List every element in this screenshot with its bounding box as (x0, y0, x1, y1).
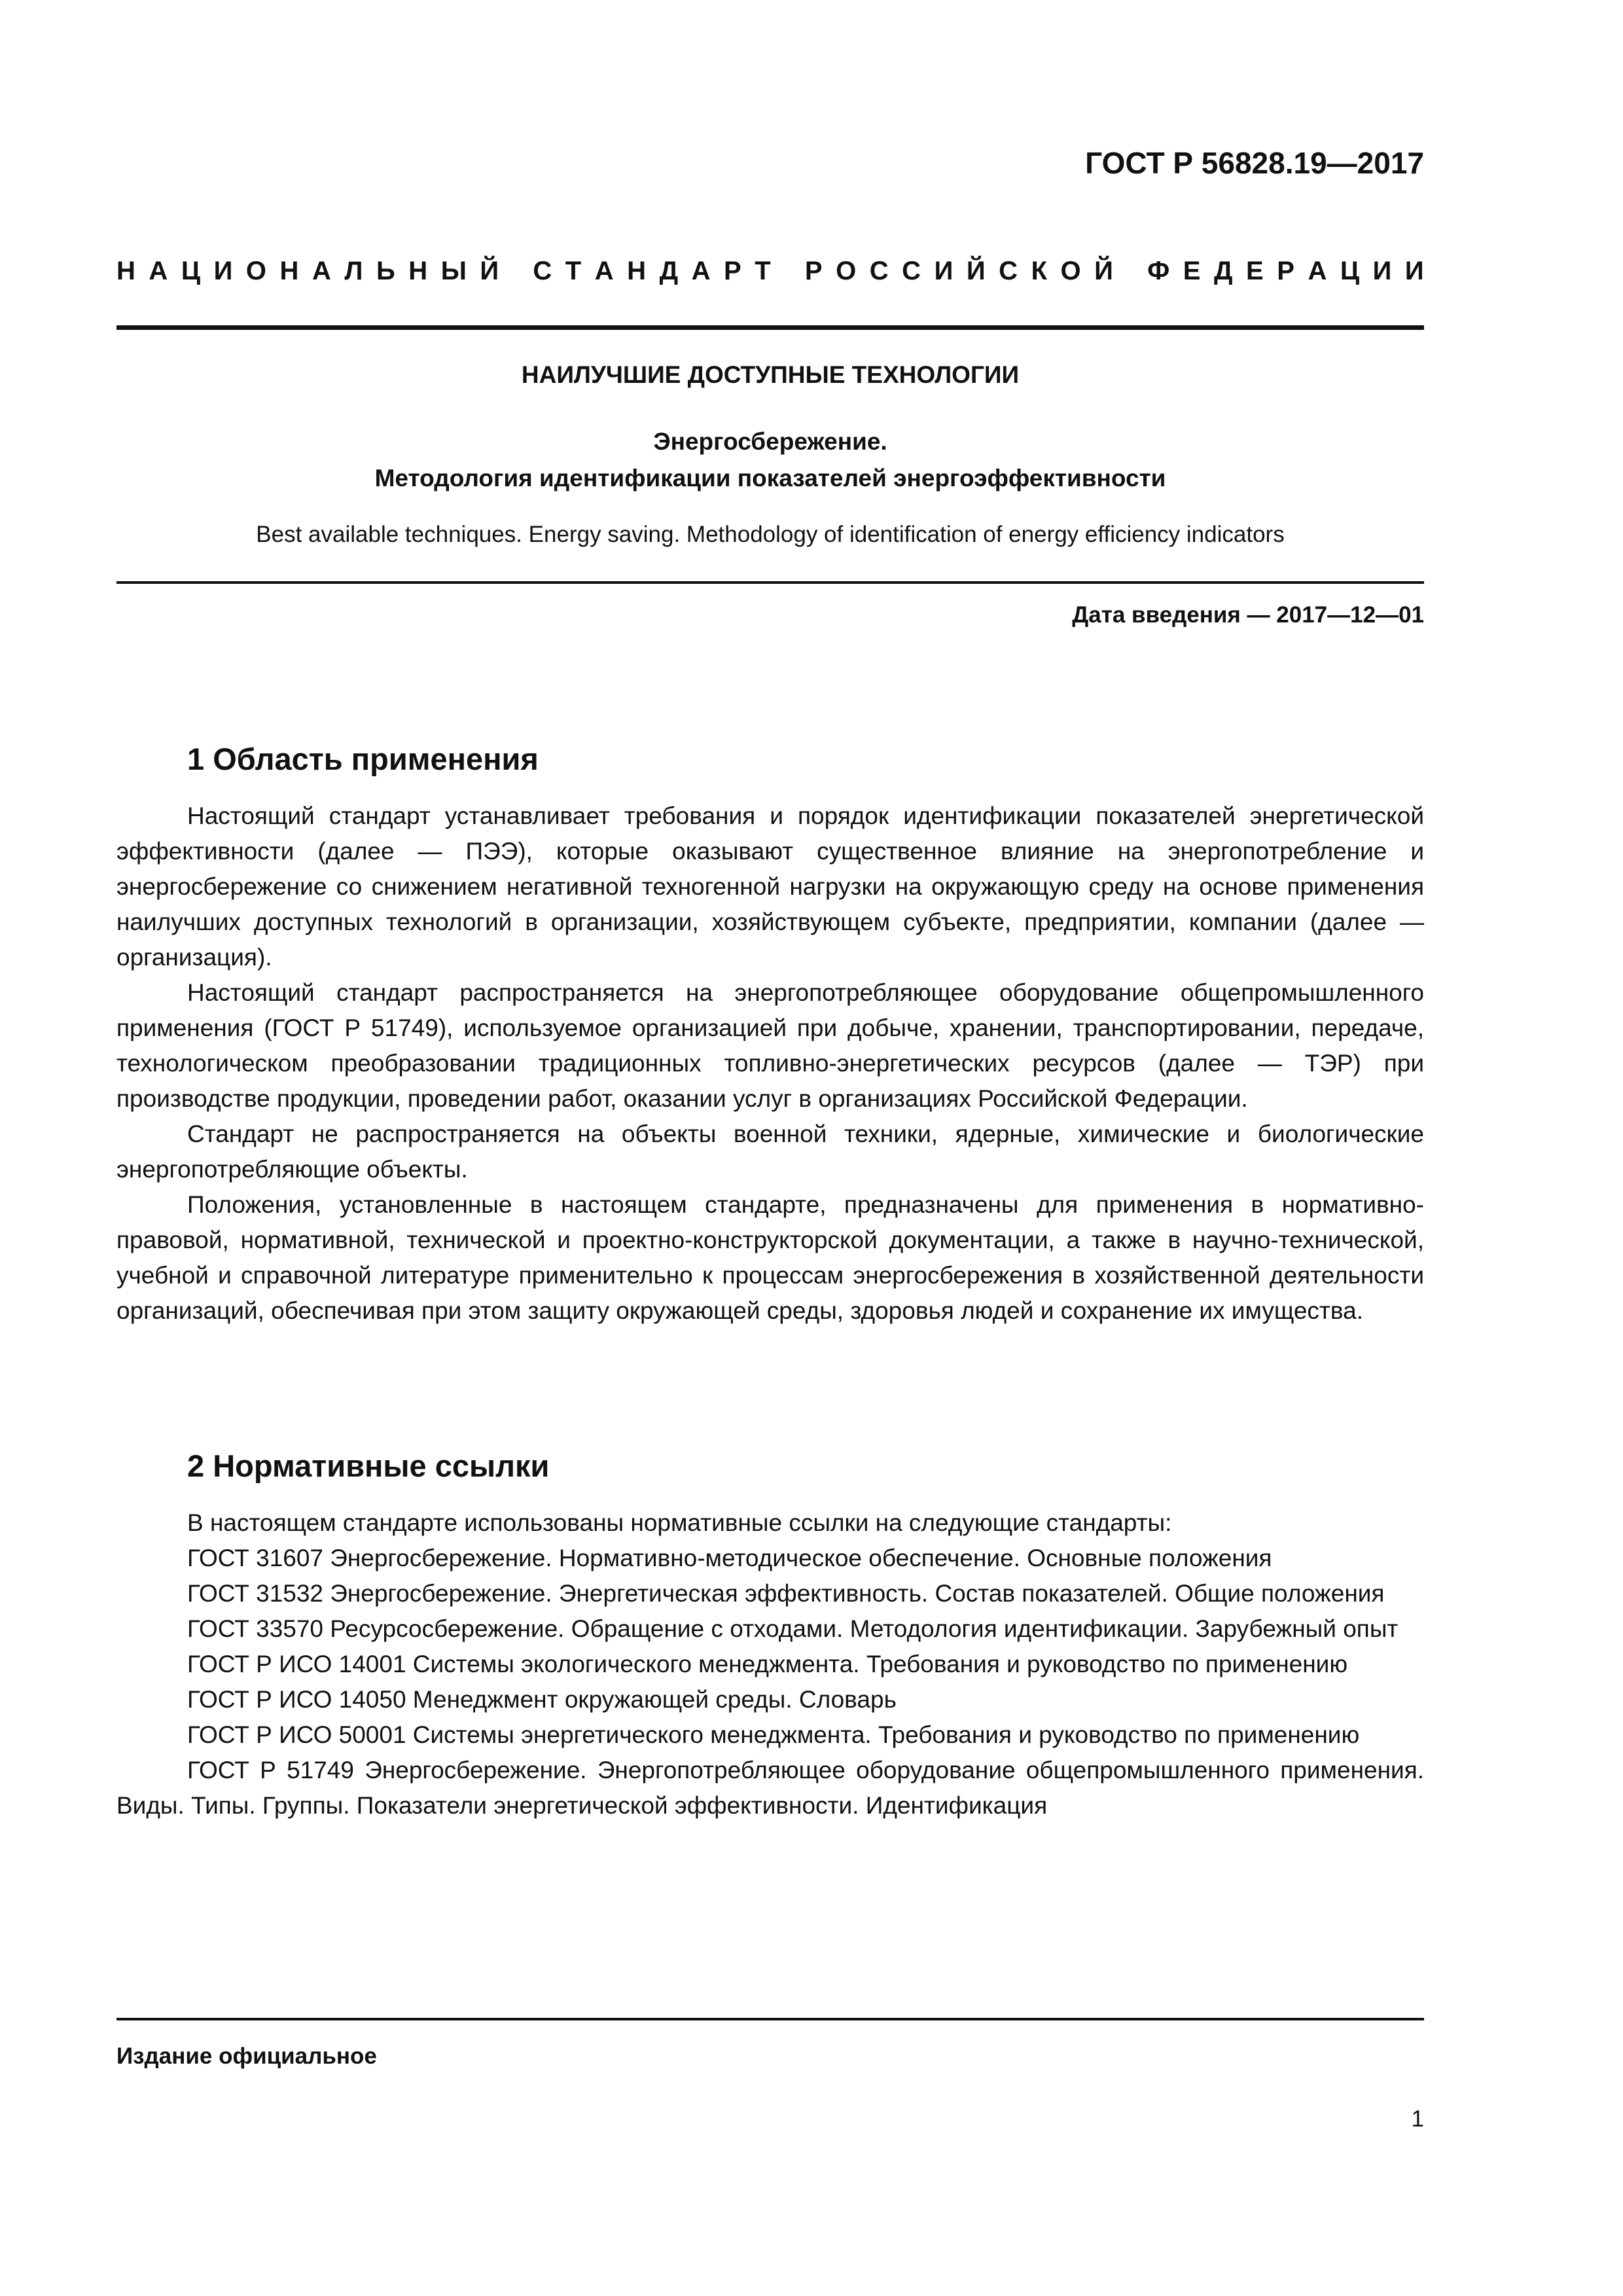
title-rule (116, 581, 1424, 584)
document-subtitle (116, 423, 1424, 497)
banner-letter: Н (116, 257, 135, 285)
banner-letter: Н (408, 257, 428, 285)
section-1-body (116, 798, 1424, 1329)
banner-letter: И (934, 257, 954, 285)
footer-rule (116, 2018, 1424, 2020)
banner-letter: Ь (376, 257, 395, 285)
paragraph: Настоящий стандарт распространяется на энергопотребляющее оборудование общепромышленного применения (ГОСТ Р 51749), используемое организацией при добыче, хранении, транспортировании, передаче, технологическом преобразовании традиционных топливно-энергетических ресурсов (далее — ТЭР) при производстве продукции, проведении работ, оказании услуг в организациях Российской Федерации. (116, 979, 1424, 1112)
official-edition-label: Издание официальное (116, 2043, 377, 2069)
section-2-body (116, 1505, 1424, 1823)
banner-letter: А (312, 257, 331, 285)
banner-letter: Т (565, 257, 582, 285)
banner-letter: Н (279, 257, 299, 285)
banner-letter: А (1308, 257, 1327, 285)
banner-letter: Й (966, 257, 986, 285)
standard-designation: ГОСТ Р 56828.19—2017 (1085, 146, 1424, 180)
banner-letter: Е (1246, 257, 1264, 285)
reference-item: ГОСТ Р ИСО 14050 Менеджмент окружающей среды. Словарь (187, 1686, 897, 1713)
banner-letter (512, 257, 520, 286)
reference-item: ГОСТ Р 51749 Энергосбережение. Энергопотребляющее оборудование общепромышленного применения. Виды. Типы. Группы. Показатели энергетической эффективности. Идентификация (116, 1757, 1424, 1819)
banner-letter: О (836, 257, 857, 285)
paragraph: Стандарт не распространяется на объекты военной техники, ядерные, химические и биологические энергопотребляющие объекты. (116, 1121, 1424, 1183)
reference-item: ГОСТ Р ИСО 14001 Системы экологического менеджмента. Требования и руководство по применению (187, 1651, 1348, 1677)
banner-letter: Ц (1340, 257, 1360, 285)
banner-letter: Н (627, 257, 647, 285)
banner-letter: Р (724, 257, 741, 285)
banner-letter: С (533, 257, 552, 285)
reference-item: ГОСТ 33570 Ресурсосбережение. Обращение с отходами. Методология идентификации. Зарубежный опыт (187, 1615, 1399, 1642)
paragraph: Настоящий стандарт устанавливает требования и порядок идентификации показателей энергетической эффективности (далее — ПЭЭ), которые оказывают существенное влияние на энергопотребление и энергосбережение со снижением негативной техногенной нагрузки на окружающую среду на основе применения наилучших доступных технологий в организации, хозяйствующем субъекте, предприятии, компании (далее — организация). (116, 802, 1424, 971)
banner-letter: А (594, 257, 614, 285)
banner-letter: Д (659, 257, 679, 285)
page-number: 1 (1411, 2106, 1424, 2132)
paragraph: В настоящем стандарте использованы нормативные ссылки на следующие стандарты: (187, 1509, 1172, 1536)
header-rule (116, 325, 1424, 330)
banner-letter: Ы (440, 257, 467, 285)
banner-letter: Т (755, 257, 771, 285)
english-title: Best available techniques. Energy saving. Methodology of identification of energy efficiency indicators (256, 522, 1285, 547)
reference-item: ГОСТ 31607 Энергосбережение. Нормативно-методическое обеспечение. Основные положения (187, 1545, 1272, 1571)
banner-letter: И (213, 257, 233, 285)
section-2-heading: 2 Нормативные ссылки (187, 1448, 550, 1483)
banner-letter (1126, 257, 1133, 286)
banner-letter: Ф (1147, 257, 1170, 285)
banner-letter: С (999, 257, 1018, 285)
subtitle-line-2: Методология идентификации показателей энергоэффективности (374, 465, 1166, 492)
document-title: НАИЛУЧШИЕ ДОСТУПНЫЕ ТЕХНОЛОГИИ (521, 361, 1020, 388)
reference-item: ГОСТ 31532 Энергосбережение. Энергетическая эффективность. Состав показателей. Общие положения (187, 1580, 1385, 1607)
section-1-heading: 1 Область применения (187, 742, 539, 776)
banner-letter: И (1372, 257, 1392, 285)
subtitle-line-1: Энергосбережение. (653, 428, 887, 455)
banner-letter (784, 257, 791, 286)
banner-letter: И (1404, 257, 1424, 285)
banner-letter: Е (1183, 257, 1201, 285)
banner-letter: О (245, 257, 266, 285)
banner-letter: С (902, 257, 921, 285)
banner-letter: Р (804, 257, 823, 285)
banner-letter: Й (480, 257, 499, 285)
introduction-date: Дата введения — 2017—12—01 (1072, 602, 1424, 628)
banner-letter: О (1060, 257, 1081, 285)
banner-letter: С (869, 257, 889, 285)
banner-letter: Л (344, 257, 363, 285)
banner-letter: А (691, 257, 711, 285)
reference-item: ГОСТ Р ИСО 50001 Системы энергетического менеджмента. Требования и руководство по применению (187, 1721, 1360, 1748)
banner-letter: К (1031, 257, 1047, 285)
banner-letter: Р (1277, 257, 1294, 285)
banner-letter: Й (1094, 257, 1113, 285)
banner-letter: Ц (181, 257, 201, 285)
banner-letter: А (149, 257, 168, 285)
national-standard-banner (116, 257, 1424, 286)
banner-letter: Д (1214, 257, 1233, 285)
paragraph: Положения, установленные в настоящем стандарте, предназначены для применения в нормативно-правовой, нормативной, технической и проектно-конструкторской документации, а также в научно-технической, учебной и справочной литературе применительно к процессам энергосбережения в хозяйственной деятельности организаций, обеспечивая при этом защиту окружающей среды, здоровья людей и сохранение их имущества. (116, 1191, 1424, 1324)
